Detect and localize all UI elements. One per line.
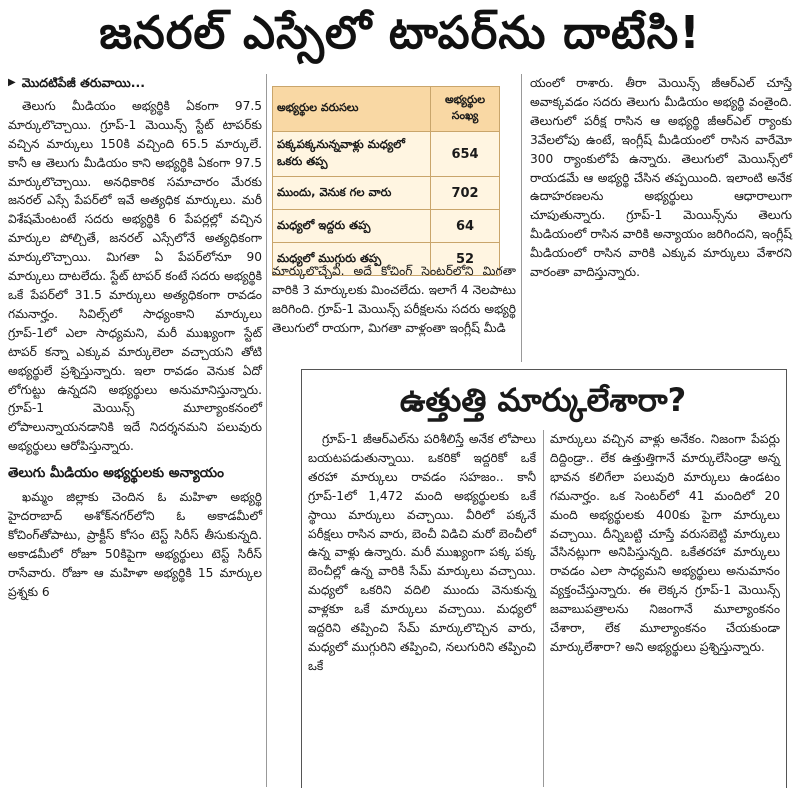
table-cell-label: మధ్యలో ఇద్దరు తప్ప bbox=[273, 210, 431, 243]
page-headline: జనరల్ ఎస్సేలో టాపర్‌ను దాటేసి! bbox=[99, 6, 701, 59]
article-paragraph: మార్కులు వచ్చిన వాళ్లు అనేకం. నిజంగా పేపర్లు దిద్దిండ్రా.. లేక ఉత్తుత్తిగానే మార్కులేసిండ్రా అన్న భావన కలిగేలా పలువురి మార్కులు ఉండటం గమనార్హం. ఒక సెంటర్‌లో 41 మందిలో 20 మంది అభ్యర్థులకు 400కు పైగా మార్కులు వచ్చాయి. దీన్నిబట్టి చూస్తే వరుసబెట్టి మార్కులు వేసినట్లుగా అనిపిస్తున్నది. ఒకేతరహా మార్కులు రావడం ఎలా సాధ్యమని అభ్యర్థులు అనుమానం వ్యక్తంచేస్తున్నారు. ఈ లెక్కన గ్రూప్-1 మెయిన్స్ జవాబుపత్రాలను నిజంగానే మూల్యాంకనం చేశారా, లేక మూల్యాంకనం చేయకుండా మార్కులేశారా? అని అభ్యర్థులు ప్రశ్నిస్తున్నారు. bbox=[550, 432, 780, 654]
candidates-table bbox=[272, 86, 500, 276]
triangle-icon: ▶ bbox=[8, 77, 16, 88]
table-cell-value: 702 bbox=[431, 177, 500, 210]
article-paragraph: తెలుగు మీడియం అభ్యర్థికి ఏకంగా 97.5 మార్కులొచ్చాయి. గ్రూప్-1 మెయిన్స్ స్టేట్ టాపర్‌కు వచ్చిన మార్కులు 150కి వచ్చింది 65.5 మార్కులే. కానీ ఆ తెలుగు మీడియం కాని అభ్యర్థికి ఏకంగా 97.5 మార్కులొచ్చాయి. అనధికారిక సమాచారం మేరకు జనరల్ ఎస్సే పేపర్‌లో ఇవే అత్యధిక మార్కులు. మరీ విశేషమేంటంటే సదరు అభ్యర్థికి 6 పేపర్లల్లో వచ్చిన మార్కుల పోల్చితే, జనరల్ ఎస్సేలోనే అత్యధికంగా మార్కులొచ్చాయి. మిగతా ఏ పేపర్‌లోనూ 90 మార్కులు దాటలేదు. స్టేట్ టాపర్ కంటే సదరు అభ్యర్థికి ఒకే పేపర్‌లో 31.5 మార్కులు అత్యధికంగా రావడం గమనార్హం. సివిల్స్‌లో సాధ్యంకాని మార్కులు గ్రూప్-1లో ఎలా సాధ్యమని, మరీ ముఖ్యంగా స్టేట్ టాపర్ కన్నా ఎక్కువ మార్కులెలా వచ్చాయని తోటి అభ్యర్థులే ప్రశ్నిస్తున్నారు. ఇలా రావడం వెనుక ఏదో లోగుట్టు ఉన్నదని అభ్యర్థులు అనుమానిస్తున్నారు. గ్రూప్-1 మెయిన్స్ మూల్యాంకనంలో లోపాలున్నాయనడానికి ఇదే నిదర్శనమని పలువురు అభ్యర్థులు ఆరోపిస్తున్నారు. bbox=[8, 98, 262, 454]
column-divider bbox=[543, 430, 544, 787]
column-divider bbox=[266, 74, 267, 787]
kicker-text: మొదటిపేజీ తరువాయి... bbox=[21, 75, 145, 90]
box-headline: ఉత్తుత్తి మార్కులేశారా? bbox=[399, 381, 687, 419]
column-divider bbox=[521, 74, 522, 362]
article-paragraph: ఖమ్మం జిల్లాకు చెందిన ఓ మహిళా అభ్యర్థి హైదరాబాద్ అశోక్‌నగర్‌లోని ఓ అకాడమీలో కోచింగ్‌తోపాటు, ప్రాక్టీస్ కోసం టెస్ట్ సిరీస్ తీసుకున్నది. అకాడమీలో రోజూ 50కిపైగా అభ్యర్థులు టెస్ట్ సిరీస్ రాసేవారు. రోజూ ఆ మహిళా అభ్యర్థికి 15 మార్కుల ప్రశ్నకు 6 bbox=[8, 490, 262, 599]
section-subhead: తెలుగు మీడియం అభ్యర్థులకు అన్యాయం bbox=[8, 465, 225, 482]
table-cell-value: 64 bbox=[431, 210, 500, 243]
box-column-left bbox=[308, 430, 536, 676]
table-cell-label: ముందు, వెనుక గల వారు bbox=[273, 177, 431, 210]
table-row bbox=[273, 132, 500, 177]
box-column-right bbox=[550, 430, 780, 657]
table-cell-label: మధ్యలో ముగ్గురు తప్ప bbox=[273, 243, 431, 276]
table-header-count: అభ్యర్థుల సంఖ్య bbox=[431, 87, 500, 132]
table-cell-value: 52 bbox=[431, 243, 500, 276]
table-header-category: అభ్యర్థుల వరుసలు bbox=[273, 87, 431, 132]
table-cell-label: పక్కపక్కనున్నవాళ్లు మధ్యలో ఒకరు తప్ప bbox=[273, 132, 431, 177]
table-row bbox=[273, 177, 500, 210]
column-right-top bbox=[530, 74, 792, 282]
column-left bbox=[8, 74, 262, 602]
column-middle-top bbox=[272, 262, 516, 338]
continued-kicker bbox=[8, 74, 262, 93]
table-row bbox=[273, 210, 500, 243]
table-cell-value: 654 bbox=[431, 132, 500, 177]
article-paragraph: మార్కులొచ్చేవి. అదే కోచింగ్ సెంటర్‌లోని మిగతా వారికి 3 మార్కులకు మించలేదు. ఇలాగే 4 నెలపాటు జరిగింది. గ్రూప్-1 మెయిన్స్ పరీక్షలను సదరు అభ్యర్థి తెలుగులో రాయగా, మిగతా వాళ్లంతా ఇంగ్లీష్ మీడి bbox=[272, 264, 516, 335]
article-paragraph: యంలో రాశారు. తీరా మెయిన్స్ జీఆర్ఎల్ చూస్తే అవాక్కవడం సదరు తెలుగు మీడియం అభ్యర్థి వంతైంది. తెలుగులో పరీక్ష రాసిన ఆ అభ్యర్థి జీఆర్ఎల్ ర్యాంకు 3వేలలోపు ఉంటే, ఇంగ్లీష్ మీడియంలో రాసిన వారేమో 300 ర్యాంకులోపే ఉన్నారు. తెలుగులో మెయిన్స్‌లో రాయడమే ఆ అభ్యర్థి చేసిన తప్పయింది. ఇలాంటి అనేక ఉదాహరణలను అభ్యర్థులు ఆధారాలుగా చూపుతున్నారు. గ్రూప్-1 మెయిన్స్‌ను తెలుగు మీడియంలో రాసిన వారికి అన్యాయం జరిగిందని, ఇంగ్లీష్ మీడియంలో రాసిన వారికి ఎక్కువ మార్కులు వేశారని వారంతా వాదిస్తున్నారు. bbox=[530, 76, 792, 280]
article-paragraph: గ్రూప్-1 జీఆర్ఎల్‌ను పరిశీలిస్తే అనేక లోపాలు బయటపడుతున్నాయి. ఒకరికో ఇద్దరికో ఒకే తరహా మార్కులు రావడం సహజం.. కానీ గ్రూప్-1లో 1,472 మంది అభ్యర్థులకు ఒకే స్థాయి మార్కులు వచ్చాయి. వీరిలో పక్కనే పరీక్షలు రాసిన వారు, బెంచీ విడిచి మరో బెంచీలో ఉన్న వాళ్లు ఉన్నారు. మరీ ముఖ్యంగా పక్క పక్క బెంచీల్లో ఉన్న వారికి సేమ్ మార్కులు వచ్చాయి. మధ్యలో ఒకరిని వదిలి ముందు వెనుకున్న వాళ్లకూ ఒకే మార్కులు వచ్చాయి. మధ్యలో ఇద్దరిని తప్పించి సేమ్ మార్కులొచ్చిన వారు, మధ్యలో ముగ్గురిని తప్పించి, నలుగురిని తప్పించి ఒకే bbox=[308, 432, 536, 673]
